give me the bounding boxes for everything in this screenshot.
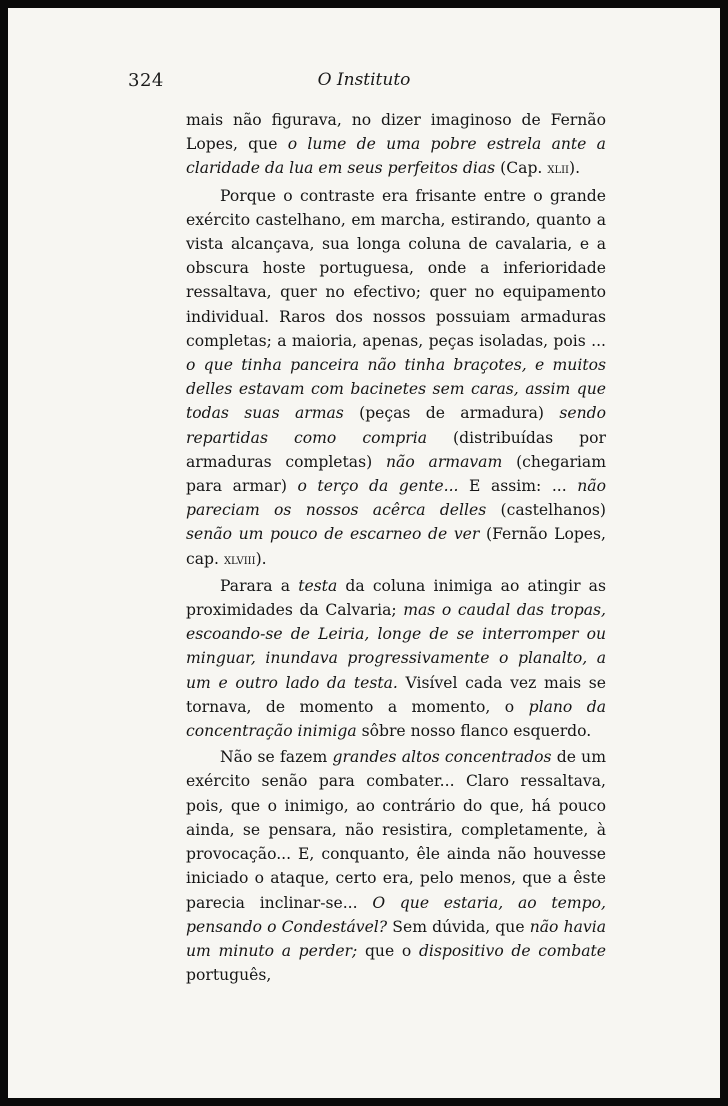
- italic-run: não pareciam os nossos acêrca delles: [186, 477, 606, 520]
- text-run: (Cap.: [495, 159, 548, 178]
- text-run: (peças de armadura): [343, 404, 560, 423]
- text-run: (castelhanos): [486, 501, 606, 520]
- italic-run: plano da concentração inimiga: [186, 697, 606, 741]
- text-run: da coluna inimiga ao atingir as proximidades da Calvaria;: [186, 576, 606, 620]
- text-run: Porque o contraste era frisante entre o grande exército castelhano, em marcha, estirando, quanto a vista alcançava, sua longa coluna de cavalaria, e a obscura hoste portuguesa, onde a inferioridade ressaltava, quer no efectivo; quer no equipamento individual. Raros dos nossos possuiam armaduras completas; a maioria, apenas, peças isoladas, pois ...: [186, 186, 606, 350]
- text-run: sôbre nosso flanco esquerdo.: [356, 722, 592, 741]
- body-text: [186, 108, 606, 987]
- italic-run: o que tinha panceira não tinha braçotes, e muitos delles estavam com bacinetes sem caras, assim que todas suas armas: [186, 356, 606, 423]
- paragraph: [186, 574, 606, 743]
- italic-run: mas o caudal das tropas, escoando-se de Leiria, longe de se interromper ou minguar, inundava progressivamente o planalto, a um e outro lado da testa.: [186, 601, 606, 692]
- text-run: (Fernão Lopes, cap.: [186, 525, 606, 568]
- text-run: E assim: ...: [458, 477, 578, 496]
- italic-run: sendo repartidas como compria: [186, 404, 606, 447]
- text-run: mais não figurava, no dizer imaginoso de Fernão Lopes, que: [186, 111, 606, 154]
- text-run: Não se fazem: [220, 748, 333, 767]
- paragraph: [186, 745, 606, 987]
- running-title: O Instituto: [317, 70, 411, 90]
- page-number: 324: [128, 70, 164, 91]
- text-run: português,: [186, 966, 272, 985]
- italic-run: não armavam: [386, 452, 503, 471]
- italic-run: o terço da gente...: [297, 477, 459, 496]
- book-page: [8, 8, 720, 1098]
- text-run: Sem dúvida, que: [387, 917, 530, 936]
- page-header: [8, 70, 720, 96]
- chapter-numeral: xlii: [547, 161, 570, 178]
- italic-run: testa: [298, 576, 338, 595]
- italic-run: o lume de uma pobre estrela ante a claridade da lua em seus perfeitos dias: [186, 135, 606, 178]
- text-run: Visível cada vez mais se tornava, de momento a momento, o: [186, 673, 606, 716]
- text-run: ).: [255, 549, 267, 568]
- text-run: (chegariam para armar): [186, 452, 606, 496]
- paragraph: [186, 108, 606, 182]
- italic-run: senão um pouco de escarneo de ver: [186, 525, 480, 544]
- italic-run: dispositivo de combate: [418, 941, 606, 960]
- text-run: Parara a: [220, 576, 299, 595]
- italic-run: não havia um minuto a perder;: [186, 917, 606, 960]
- italic-run: grandes altos concentrados: [332, 748, 552, 767]
- paragraph: [186, 184, 606, 572]
- text-run: ).: [569, 159, 581, 178]
- text-run: de um exército senão para combater... Claro ressaltava, pois, que o inimigo, ao contrário do que, há pouco ainda, se pensara, não resistira, completamente, à provocação... E, conquanto, êle ainda não houvesse iniciado o ataque, certo era, pelo menos, que a êste parecia inclinar-se...: [186, 748, 606, 912]
- text-run: que o: [357, 941, 419, 960]
- text-run: (distribuídas por armaduras completas): [186, 428, 606, 471]
- italic-run: O que estaria, ao tempo, pensando o Condestável?: [186, 893, 606, 936]
- chapter-numeral: xlviii: [223, 551, 256, 568]
